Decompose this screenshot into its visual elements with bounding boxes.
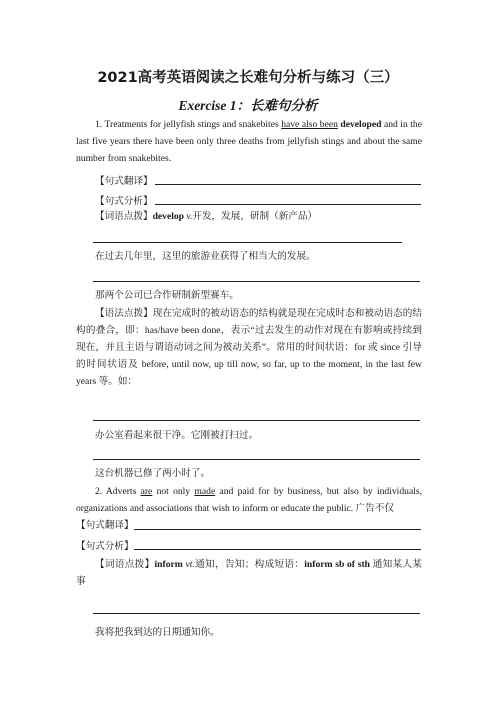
answer-line (155, 184, 421, 185)
answer-line (93, 613, 420, 614)
sentence-2: 2. Adverts are not only made and paid for by business, but also by individuals, organizations and associations that wish to inform or educate the public. 广告不仅 (76, 486, 422, 514)
underlined-verb: have also been (281, 119, 338, 130)
translate-label-1: 【句式翻译】 (95, 176, 153, 187)
answer-line (134, 529, 421, 530)
example-sentence: 办公室看起来很干净。它刚被打扫过。 (95, 430, 259, 441)
analyze-label-2: 【句式分析】 (76, 541, 134, 552)
answer-line (155, 204, 421, 205)
grammar-note: 【语法点拨】现在完成时的被动语态的结构就是现在完成时态和被动语态的结构的叠合，即：has/have been done，表示“过去发生的动作对现在有影响或持续到现在，并且主语与谓语动词之间为被动关系”。常用的时间状语：for 或 since 引导的时间状语及 before, until now, up till now, so far, up to the moment, in the last few years 等。如： (76, 308, 423, 387)
exercise-subtitle: Exercise 1：长难句分析 (178, 98, 318, 113)
answer-line (93, 459, 420, 460)
page-title: 2021高考英语阅读之长难句分析与练习（三） (97, 70, 399, 86)
example-sentence: 我将把我到达的日期通知你。 (95, 627, 220, 638)
example-sentence: 在过去几年里，这里的旅游业获得了相当大的发展。 (95, 251, 316, 262)
answer-line (93, 420, 420, 421)
answer-line (134, 549, 421, 550)
vocab-note-1: 【词语点拨】develop v.开发，发展，研制（新产品） (95, 211, 318, 222)
example-sentence: 这台机器已修了两小时了。 (95, 468, 211, 479)
vocab-note-2: 【词语点拨】inform vt.通知，告知；构成短语：inform sb of sth 通知某人某事 (76, 559, 422, 587)
example-sentence: 那两个公司已合作研制新型赛车。 (95, 290, 239, 301)
translate-label-2: 【句式翻译】 (76, 520, 134, 531)
analyze-label-1: 【句式分析】 (95, 196, 153, 207)
bold-verb: developed (337, 119, 382, 130)
sentence-1: 1. Treatments for jellyfish stings and snakebites have also been developed and in the last five years there have been only three deaths from jellyfish stings and about the same number from snakebites. (76, 119, 422, 164)
answer-line (93, 281, 420, 282)
answer-line (93, 242, 402, 243)
